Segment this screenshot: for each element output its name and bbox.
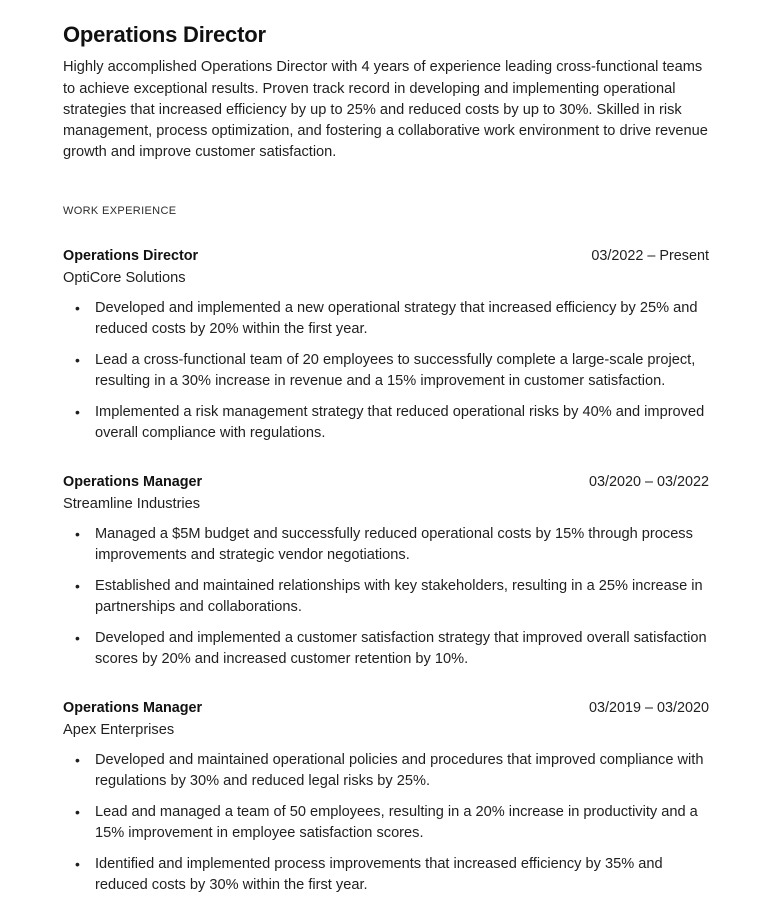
section-heading: WORK EXPERIENCE [63, 205, 177, 218]
list-item: • Identified and implemented process improvements that increased efficiency by 35% and reduced costs by 30% within the first year. [72, 854, 709, 895]
job-company: Apex Enterprises [63, 722, 175, 739]
list-item: • Managed a $5M budget and successfully reduced operational costs by 15% through process improvements and strategic vendor negotiations. [72, 524, 709, 565]
experience-entry-header [63, 473, 709, 492]
job-dates: 03/2020 – 03/2022 [588, 474, 709, 491]
list-item: • Developed and implemented a new operational strategy that increased efficiency by 25% and reduced costs by 20% within the first year. [72, 298, 709, 339]
experience-entry [63, 699, 709, 895]
list-item: • Lead and managed a team of 50 employees, resulting in a 20% increase in productivity and a 15% improvement in employee satisfaction scores. [72, 802, 709, 843]
page-title: Operations Director [63, 22, 266, 47]
list-item: • Developed and implemented a customer satisfaction strategy that improved overall satisfaction scores by 20% and increased customer retention by 10%. [72, 628, 709, 669]
experience-entry-header [63, 247, 709, 266]
list-item: • Implemented a risk management strategy that reduced operational risks by 40% and improved overall compliance with regulations. [72, 402, 709, 443]
job-dates: 03/2019 – 03/2020 [588, 700, 709, 717]
job-company: Streamline Industries [63, 496, 201, 513]
job-bullet-list [63, 524, 709, 669]
section-work-experience [63, 205, 709, 895]
job-dates: 03/2022 – Present [591, 248, 709, 265]
experience-entry [63, 247, 709, 443]
job-bullet-list [63, 750, 709, 895]
list-item: • Established and maintained relationships with key stakeholders, resulting in a 25% increase in partnerships and collaborations. [72, 576, 709, 617]
list-item: • Developed and maintained operational policies and procedures that improved compliance with regulations by 30% and reduced legal risks by 25%. [72, 750, 709, 791]
job-title: Operations Director [63, 248, 199, 265]
experience-entry-header [63, 699, 709, 718]
job-company: OptiCore Solutions [63, 270, 186, 287]
list-item: • Lead a cross-functional team of 20 employees to successfully complete a large-scale project, resulting in a 30% increase in revenue and a 15% improvement in customer satisfaction. [72, 350, 709, 391]
job-bullet-list [63, 298, 709, 443]
job-title: Operations Manager [63, 474, 203, 491]
experience-entry [63, 473, 709, 669]
professional-summary: Highly accomplished Operations Director with 4 years of experience leading cross-functional teams to achieve exceptional results. Proven track record in developing and implementing operational strategies that increased efficiency by up to 25% and reduced costs by up to 30%. Skilled in risk management, process optimization, and fostering a collaborative work environment to drive revenue growth and improve customer satisfaction. [63, 59, 708, 161]
job-title: Operations Manager [63, 700, 203, 717]
